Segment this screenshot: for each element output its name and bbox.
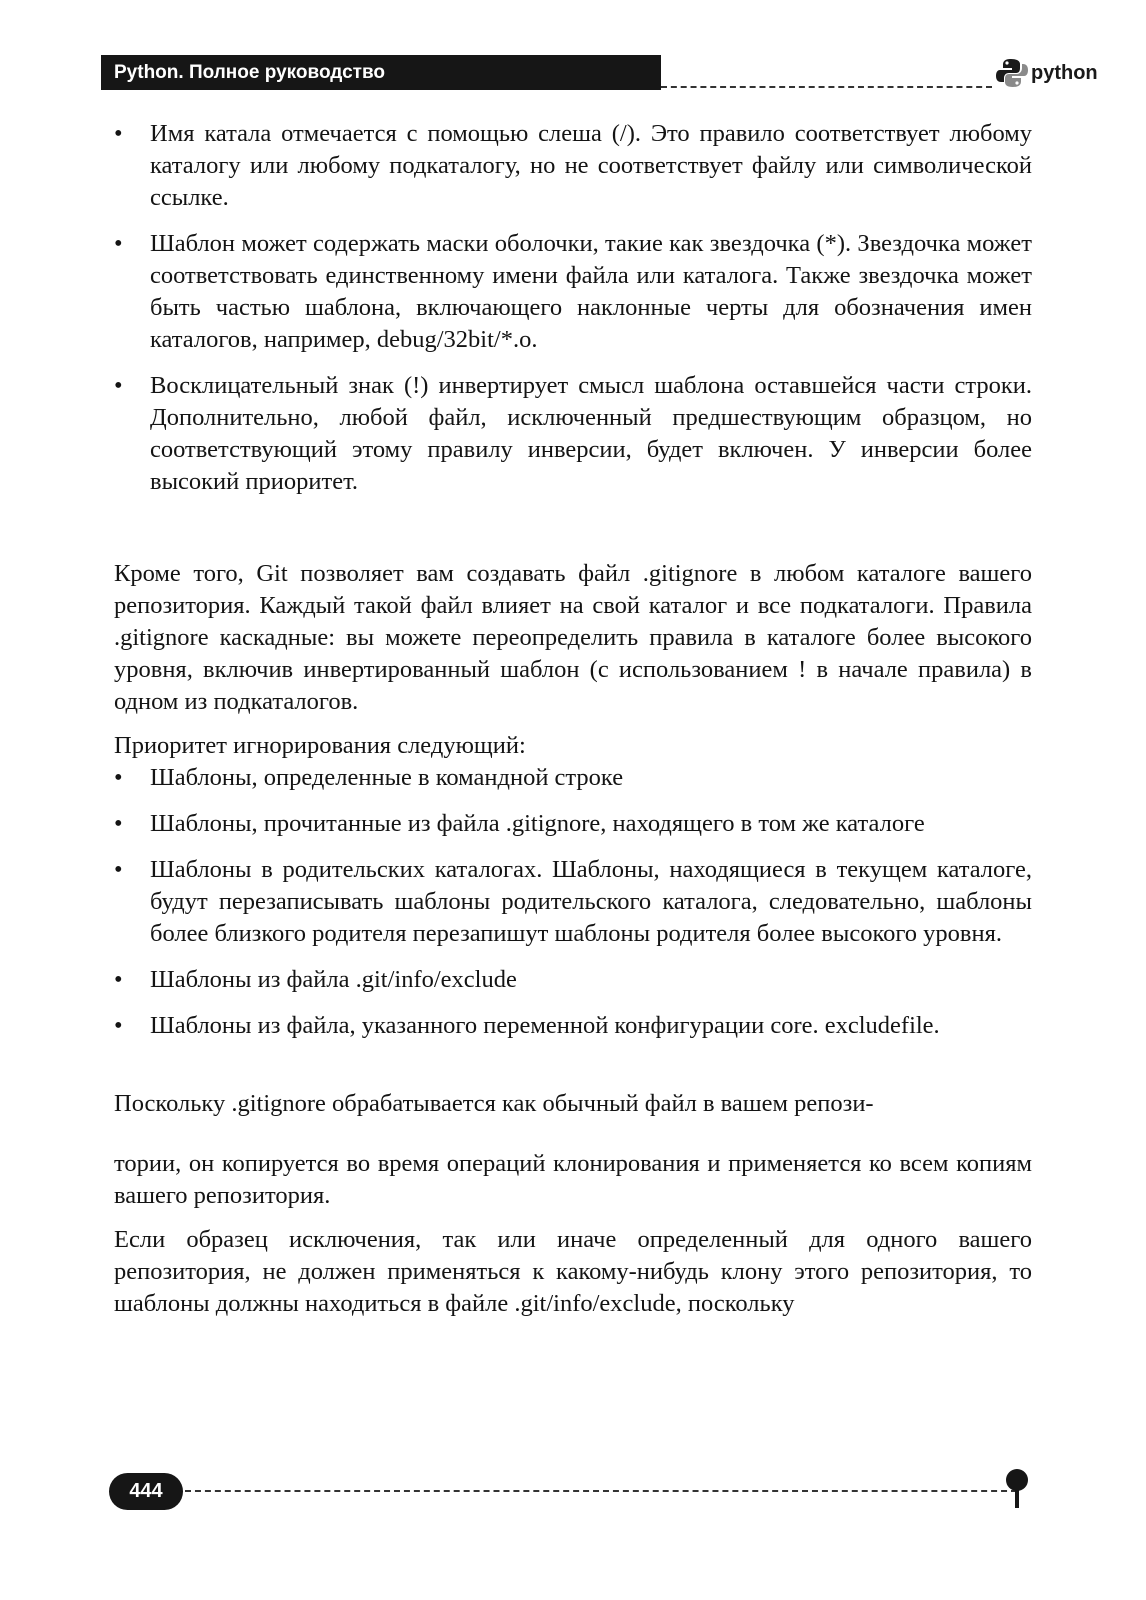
paragraph-priority: Приоритет игнорирования следующий: (114, 732, 526, 759)
bullet: • (114, 856, 123, 883)
bullet: • (114, 1012, 123, 1039)
list-item-text: Шаблоны из файла, указанного переменной конфигурации core. excludefile. (150, 1012, 940, 1039)
list-item (114, 228, 1032, 356)
footer-divider (185, 1490, 1017, 1492)
python-logo (995, 55, 1130, 91)
page-number: 444 (109, 1473, 183, 1510)
list-item (114, 762, 1032, 794)
list-item (114, 964, 1032, 996)
bullet: • (114, 810, 123, 837)
bullet: • (114, 764, 123, 791)
list-item (114, 808, 1032, 840)
list-item (114, 854, 1032, 950)
page-body (114, 118, 1032, 1320)
paragraph-cascade: Кроме того, Git позволяет вам создавать файл .gitignore в любом каталоге вашего репозитория. Каждый такой файл влияет на свой каталог и все подкаталоги. Правила .gitignore каскадные: вы можете переопределить правила в каталоге более высокого уровня, включив инвертированный шаблон (с использованием ! в начале правила) в одном из подкаталогов. (114, 560, 1032, 715)
paragraph-gitignore-part1: Поскольку .gitignore обрабатывается как обычный файл в вашем репози- (114, 1090, 874, 1117)
paragraph-gitignore-part2: тории, он копируется во время операций клонирования и применяется ко всем копиям вашего репозитория. (114, 1150, 1032, 1209)
list-item-text: Шаблоны, определенные в командной строке (150, 764, 624, 791)
list-item (114, 1010, 1032, 1042)
python-logo-icon (995, 57, 1029, 89)
pushpin-icon (1002, 1468, 1032, 1514)
list-item-text: Шаблоны в родительских каталогах. Шаблоны, находящиеся в текущем каталоге, будут перезаписывать шаблоны родительского каталога, следовательно, шаблоны более близкого родителя перезапишут шаблоны родителя более высокого уровня. (150, 856, 1032, 947)
rules-list (114, 118, 1032, 498)
bullet: • (114, 372, 123, 399)
list-item (114, 118, 1032, 214)
list-item-text: Восклицательный знак (!) инвертирует смысл шаблона оставшейся части строки. Дополнительно, любой файл, исключенный предшествующим образцом, но соответствующий этому правилу инверсии, будет включен. У инверсии более высокий приоритет. (150, 372, 1032, 495)
book-title: Python. Полное руководство (101, 55, 661, 90)
priority-list (114, 762, 1032, 1042)
bullet: • (114, 120, 123, 147)
list-item (114, 370, 1032, 498)
python-logo-text: python (1031, 62, 1098, 84)
header-divider (661, 86, 992, 88)
list-item-text: Шаблоны, прочитанные из файла .gitignore, находящего в том же каталоге (150, 810, 925, 837)
bullet: • (114, 966, 123, 993)
running-footer (109, 1468, 1032, 1514)
bullet: • (114, 230, 123, 257)
running-header (101, 55, 1098, 91)
paragraph-exclude: Если образец исключения, так или иначе определенный для одного вашего репозитория, не должен применяться к какому-нибудь клону этого репозитория, то шаблоны должны находиться в файле .git/info/exclude, поскольку (114, 1226, 1032, 1317)
list-item-text: Шаблоны из файла .git/info/exclude (150, 966, 517, 993)
list-item-text: Имя катала отмечается с помощью слеша (/). Это правило соответствует любому каталогу или любому подкаталогу, но не соответствует файлу или символической ссылке. (150, 120, 1032, 211)
list-item-text: Шаблон может содержать маски оболочки, такие как звездочка (*). Звездочка может соответствовать единственному имени файла или каталога. Также звездочка может быть частью шаблона, включающего наклонные черты для обозначения имен каталогов, например, debug/32bit/*.o. (150, 230, 1032, 353)
